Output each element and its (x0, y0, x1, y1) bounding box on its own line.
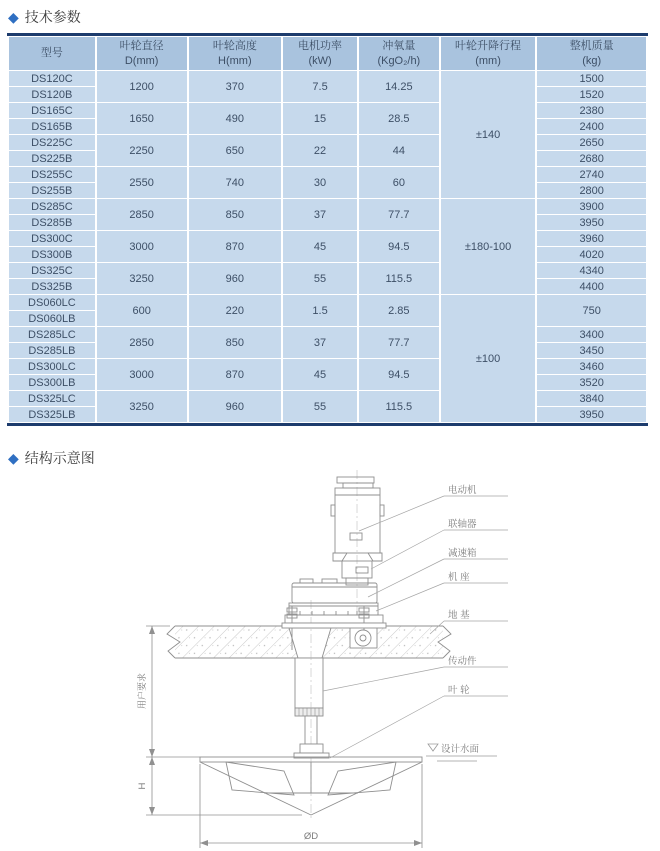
height-cell: 220 (189, 295, 282, 326)
model-cell: DS300B (9, 247, 95, 262)
mass-cell: 4020 (537, 247, 646, 262)
diamond-bullet-icon: ◆ (8, 450, 19, 466)
oxygen-cell: 94.5 (359, 231, 439, 262)
spec-table-head (9, 37, 646, 70)
col-header-4: 冲氧量 (KgO₂/h) (359, 37, 439, 70)
mass-cell: 3400 (537, 327, 646, 342)
label-gearbox: 减速箱 (448, 548, 477, 559)
oxygen-cell: 60 (359, 167, 439, 198)
mass-cell: 2680 (537, 151, 646, 166)
label-transmission: 传动件 (448, 656, 477, 667)
diameter-cell: 1200 (97, 71, 187, 102)
height-cell: 490 (189, 103, 282, 134)
model-cell: DS120B (9, 87, 95, 102)
diameter-cell: 3000 (97, 359, 187, 390)
model-cell: DS165C (9, 103, 95, 118)
height-cell: 850 (189, 327, 282, 358)
dim-h-label: H (137, 782, 148, 790)
power-cell: 15 (283, 103, 357, 134)
power-cell: 37 (283, 327, 357, 358)
power-cell: 55 (283, 391, 357, 422)
motor (331, 477, 384, 561)
model-cell: DS225C (9, 135, 95, 150)
coupling (342, 561, 372, 585)
dimensions (136, 626, 422, 848)
oxygen-cell: 94.5 (359, 359, 439, 390)
power-cell: 45 (283, 359, 357, 390)
col-header-0: 型号 (9, 37, 95, 70)
diameter-cell: 600 (97, 295, 187, 326)
mass-cell: 3450 (537, 343, 646, 358)
power-cell: 7.5 (283, 71, 357, 102)
col-header-3: 电机功率 (kW) (283, 37, 357, 70)
oxygen-cell: 28.5 (359, 103, 439, 134)
mass-cell: 3520 (537, 375, 646, 390)
height-cell: 960 (189, 263, 282, 294)
label-motor: 电动机 (448, 485, 477, 496)
base-flange-plate (282, 623, 386, 628)
model-cell: DS325B (9, 279, 95, 294)
params-section-title: 技术参数 (24, 9, 81, 25)
power-cell: 1.5 (283, 295, 357, 326)
structure-diagram (0, 460, 660, 851)
dim-user-requirement: 用户要求 (137, 672, 147, 710)
spec-table (7, 33, 648, 426)
model-cell: DS300LC (9, 359, 95, 374)
mass-cell: 3960 (537, 231, 646, 246)
diameter-cell: 2550 (97, 167, 187, 198)
transmission-tube (295, 658, 323, 708)
model-cell: DS300C (9, 231, 95, 246)
oxygen-cell: 77.7 (359, 327, 439, 358)
model-cell: DS255B (9, 183, 95, 198)
stroke-cell: ±100 (441, 295, 536, 422)
diameter-cell: 3250 (97, 263, 187, 294)
model-cell: DS300LB (9, 375, 95, 390)
diameter-cell: 2850 (97, 327, 187, 358)
diamond-bullet-icon: ◆ (8, 9, 19, 25)
mass-cell: 2740 (537, 167, 646, 182)
height-cell: 960 (189, 391, 282, 422)
impeller-hub (300, 744, 323, 753)
diameter-cell: 3000 (97, 231, 187, 262)
mass-cell: 4340 (537, 263, 646, 278)
mass-cell: 2800 (537, 183, 646, 198)
power-cell: 30 (283, 167, 357, 198)
mass-cell: 3950 (537, 215, 646, 230)
oxygen-cell: 77.7 (359, 199, 439, 230)
model-cell: DS325C (9, 263, 95, 278)
gearbox (289, 579, 378, 615)
model-cell: DS060LC (9, 295, 95, 310)
model-cell: DS285B (9, 215, 95, 230)
water-surface-mark (426, 743, 497, 761)
motor-nameplate (350, 533, 362, 540)
impeller-blade-left (226, 762, 294, 795)
height-cell: 740 (189, 167, 282, 198)
oxygen-cell: 14.25 (359, 71, 439, 102)
mass-cell: 3900 (537, 199, 646, 214)
model-cell: DS325LC (9, 391, 95, 406)
mass-cell: 2650 (537, 135, 646, 150)
model-cell: DS325LB (9, 407, 95, 422)
oxygen-cell: 115.5 (359, 263, 439, 294)
diagram-section-title: 结构示意图 (24, 450, 95, 466)
model-cell: DS165B (9, 119, 95, 134)
diameter-cell: 1650 (97, 103, 187, 134)
drive-shaft (289, 628, 331, 744)
oxygen-cell: 2.85 (359, 295, 439, 326)
power-cell: 22 (283, 135, 357, 166)
stroke-cell: ±140 (441, 71, 536, 198)
col-header-2: 叶轮高度 H(mm) (189, 37, 282, 70)
impeller-blade-right (328, 762, 396, 795)
power-cell: 55 (283, 263, 357, 294)
power-cell: 45 (283, 231, 357, 262)
diameter-cell: 3250 (97, 391, 187, 422)
part-labels (323, 484, 508, 758)
mass-cell: 3840 (537, 391, 646, 406)
model-cell: DS225B (9, 151, 95, 166)
water-level-icon (428, 744, 438, 751)
height-cell: 370 (189, 71, 282, 102)
height-cell: 870 (189, 359, 282, 390)
height-cell: 850 (189, 199, 282, 230)
model-cell: DS285LB (9, 343, 95, 358)
label-impeller: 叶 轮 (448, 685, 470, 696)
mass-cell: 2380 (537, 103, 646, 118)
height-cell: 870 (189, 231, 282, 262)
diameter-cell: 2850 (97, 199, 187, 230)
col-header-1: 叶轮直径 D(mm) (97, 37, 187, 70)
oxygen-cell: 44 (359, 135, 439, 166)
mass-cell: 2400 (537, 119, 646, 134)
mass-cell: 4400 (537, 279, 646, 294)
stroke-cell: ±180-100 (441, 199, 536, 294)
label-foundation: 地 基 (448, 610, 470, 621)
section-heading-params (8, 7, 81, 27)
diameter-cell: 2250 (97, 135, 187, 166)
model-cell: DS120C (9, 71, 95, 86)
mass-cell: 750 (537, 295, 646, 326)
model-cell: DS255C (9, 167, 95, 182)
mass-cell: 1520 (537, 87, 646, 102)
model-cell: DS285C (9, 199, 95, 214)
model-cell: DS060LB (9, 311, 95, 326)
mass-cell: 3950 (537, 407, 646, 422)
height-cell: 650 (189, 135, 282, 166)
spec-table-body (9, 71, 646, 422)
mass-cell: 3460 (537, 359, 646, 374)
col-header-5: 叶轮升降行程 (mm) (441, 37, 536, 70)
water-surface-label: 设计水面 (441, 744, 480, 755)
machine-base (282, 611, 386, 628)
oxygen-cell: 115.5 (359, 391, 439, 422)
label-base: 机 座 (448, 572, 470, 583)
col-header-6: 整机质量 (kg) (537, 37, 646, 70)
label-coupling: 联轴器 (448, 519, 477, 530)
model-cell: DS285LC (9, 327, 95, 342)
dim-diameter-label: ØD (303, 831, 319, 842)
power-cell: 37 (283, 199, 357, 230)
mass-cell: 1500 (537, 71, 646, 86)
